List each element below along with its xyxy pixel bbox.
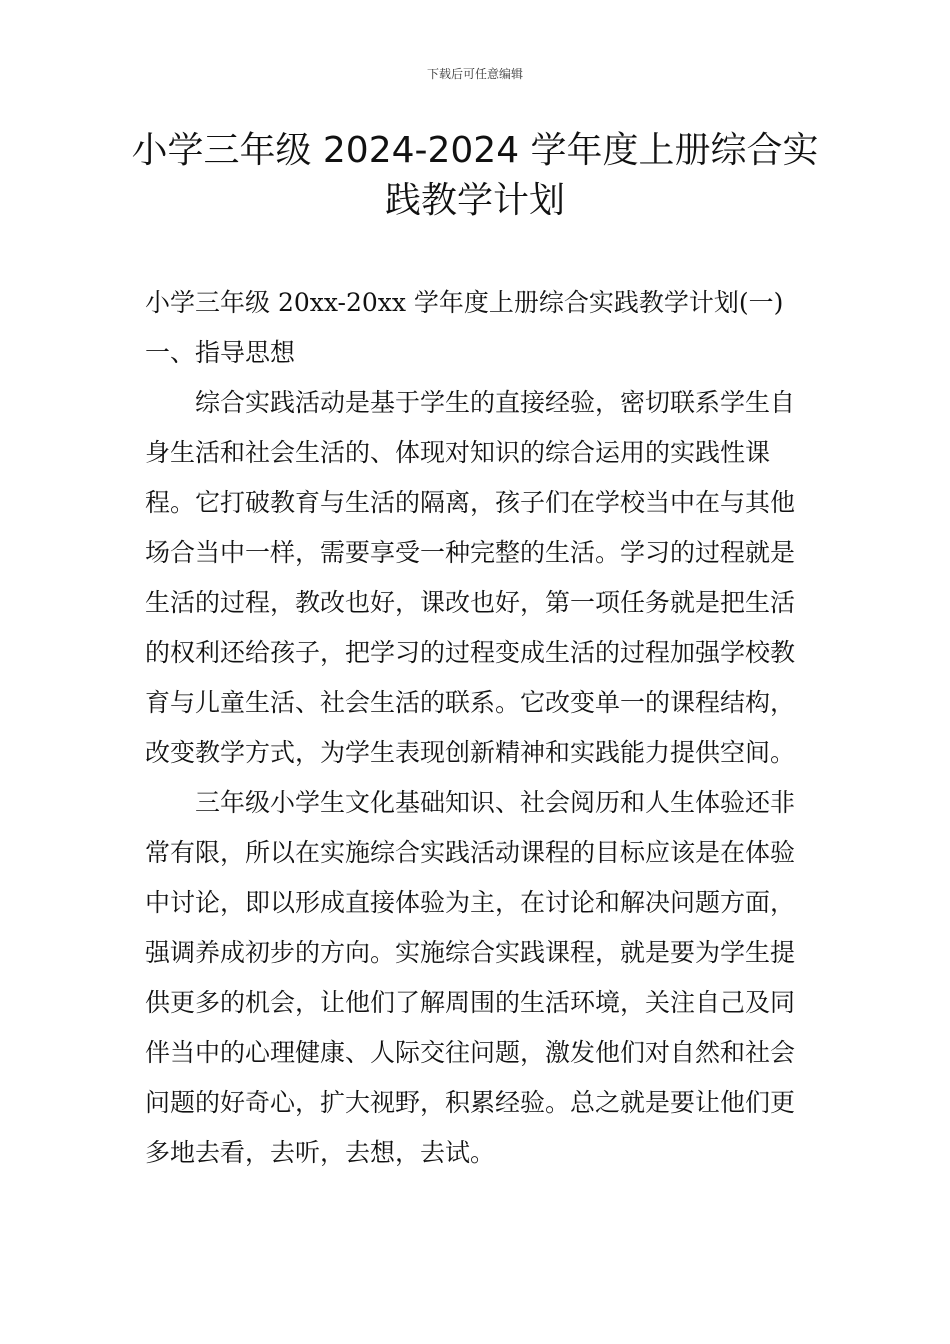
document-subtitle: 小学三年级 20xx-20xx 学年度上册综合实践教学计划(一): [145, 288, 784, 317]
paragraph-guiding-idea-1: 综合实践活动是基于学生的直接经验，密切联系学生自身生活和社会生活的、体现对知识的综合运用的实践性课程。它打破教育与生活的隔离，孩子们在学校当中在与其他场合当中一样，需要享受一种完整的生活。学习的过程就是生活的过程，教改也好，课改也好，第一项任务就是把生活的权利还给孩子，把学习的过程变成生活的过程加强学校教育与儿童生活、社会生活的联系。它改变单一的课程结构，改变教学方式，为学生表现创新精神和实践能力提供空间。: [145, 388, 796, 767]
paragraph-guiding-idea-2: 三年级小学生文化基础知识、社会阅历和人生体验还非常有限，所以在实施综合实践活动课程的目标应该是在体验中讨论，即以形成直接体验为主，在讨论和解决问题方面，强调养成初步的方向。实施综合实践课程，就是要为学生提供更多的机会，让他们了解周围的生活环境，关注自己及同伴当中的心理健康、人际交往问题，激发他们对自然和社会问题的好奇心，扩大视野，积累经验。总之就是要让他们更多地去看，去听，去想，去试。: [145, 788, 796, 1167]
document-title-line-1: 小学三年级 2024-2024 学年度上册综合实: [131, 130, 819, 171]
document-title: [120, 126, 830, 226]
page-header-note: 下载后可任意编辑: [426, 67, 523, 81]
document-title-line-2: 践教学计划: [384, 180, 565, 221]
document-body: [145, 278, 810, 1178]
section-heading: 一、指导思想: [145, 338, 296, 367]
